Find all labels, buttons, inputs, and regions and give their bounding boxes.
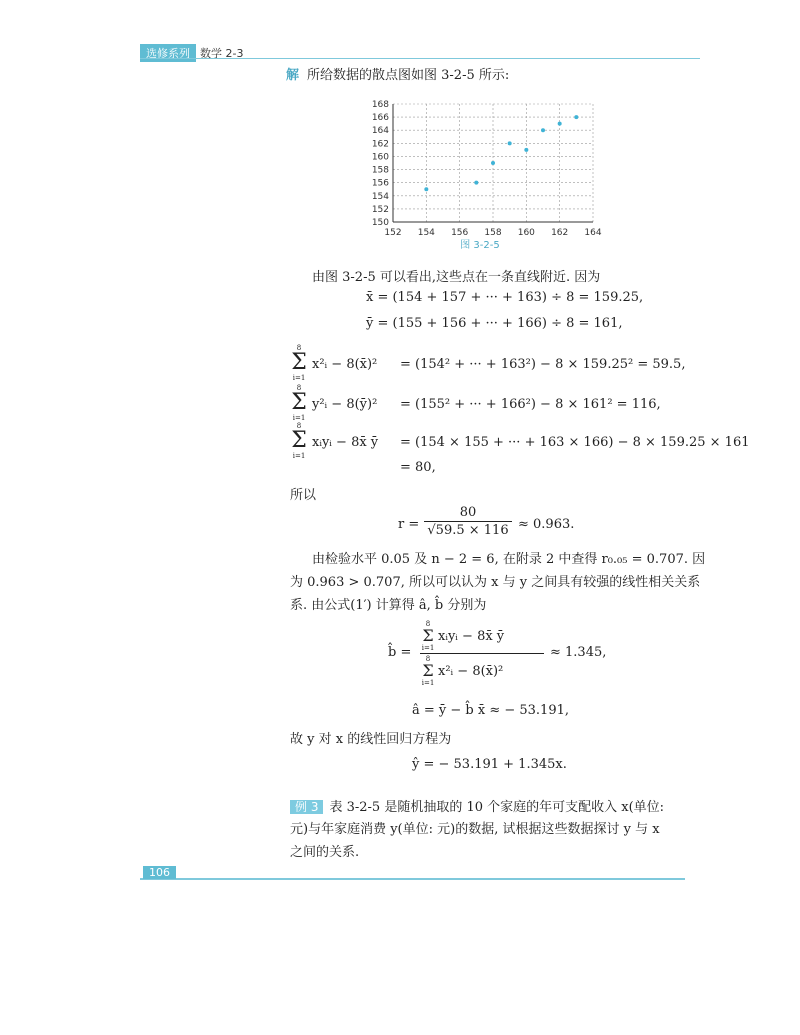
sum-b-den — [420, 655, 436, 687]
sum-top: 8 — [425, 620, 431, 628]
intro-text: 所给数据的散点图如图 3-2-5 所示: — [307, 68, 510, 83]
subject-label: 数学 2-3 — [200, 47, 244, 60]
data-point — [491, 161, 495, 165]
eq-syy-rhs: = (155² + ··· + 166²) − 8 × 161² = 116, — [400, 397, 661, 412]
sum-b-num — [420, 620, 436, 652]
b-numerator-row — [420, 620, 544, 652]
eq-sxy-rhs: = (154 × 155 + ··· + 163 × 166) − 8 × 159.25 × 161 — [400, 435, 750, 450]
paragraph-3c: 系. 由公式(1′) 计算得 â, b̂ 分别为 — [290, 598, 487, 613]
b-rhs: ≈ 1.345, — [550, 645, 607, 660]
intro-line — [286, 66, 509, 86]
x-tick-label: 160 — [517, 228, 535, 238]
sum-bottom: i=1 — [292, 414, 306, 422]
b-fraction — [420, 620, 544, 687]
data-point — [508, 141, 512, 145]
sum-bottom: i=1 — [421, 644, 435, 652]
r-numerator: 80 — [459, 505, 477, 520]
header-rule — [140, 58, 700, 59]
y-tick-label: 150 — [371, 218, 389, 228]
paragraph-4: 故 y 对 x 的线性回归方程为 — [290, 732, 452, 747]
y-tick-label: 164 — [371, 126, 389, 137]
y-tick-label: 166 — [371, 113, 389, 124]
eq-sxx-term: x²ᵢ − 8(x̄)² — [312, 357, 378, 372]
r-lhs: r = — [398, 517, 420, 532]
example-text-1: 表 3-2-5 是随机抽取的 10 个家庭的年可支配收入 x(单位: — [329, 800, 665, 815]
r-denominator: √59.5 × 116 — [427, 523, 509, 538]
r-fraction — [424, 505, 512, 538]
sum-top: 8 — [296, 344, 302, 352]
data-point — [424, 187, 428, 191]
sum-sxx — [290, 344, 308, 382]
fraction-bar — [424, 521, 512, 522]
y-tick-label: 162 — [371, 139, 389, 150]
sigma-symbol: Σ — [291, 428, 307, 453]
sigma-symbol: Σ — [422, 661, 434, 680]
footer-rule — [140, 878, 685, 880]
solution-label: 解 — [286, 68, 300, 83]
page-number: 106 — [143, 866, 176, 879]
y-tick-label: 154 — [371, 191, 389, 202]
y-tick-label: 160 — [371, 152, 389, 163]
y-tick-label: 152 — [371, 204, 389, 215]
eq-ybar: ȳ = (155 + 156 + ··· + 166) ÷ 8 = 161, — [366, 316, 623, 331]
scatter-chart — [355, 96, 605, 256]
b-denominator-row — [420, 655, 544, 687]
eq-xbar: x̄ = (154 + 157 + ··· + 163) ÷ 8 = 159.25, — [366, 290, 644, 305]
sigma-symbol: Σ — [291, 390, 307, 415]
x-tick-label: 152 — [384, 228, 402, 238]
eq-sxy-term: xᵢyᵢ − 8x̄ ȳ — [312, 435, 379, 450]
sigma-symbol: Σ — [291, 350, 307, 375]
x-tick-label: 164 — [584, 228, 602, 238]
eq-a-hat: â = ȳ − b̂ x̄ ≈ − 53.191, — [412, 703, 569, 718]
data-point — [574, 115, 578, 119]
example-label: 例 3 — [290, 800, 323, 814]
sum-bottom: i=1 — [292, 374, 306, 382]
data-point — [474, 181, 478, 185]
example-line-1 — [290, 797, 664, 818]
eq-sxy-rhs2: = 80, — [400, 460, 436, 475]
sum-top: 8 — [425, 655, 431, 663]
sum-bottom: i=1 — [421, 679, 435, 687]
y-tick-label: 158 — [371, 165, 389, 176]
x-tick-label: 154 — [417, 228, 435, 238]
b-denominator: x²ᵢ − 8(x̄)² — [438, 663, 504, 679]
sigma-symbol: Σ — [422, 626, 434, 645]
regression-equation: ŷ = − 53.191 + 1.345x. — [412, 757, 567, 772]
chart-tick-labels — [372, 100, 602, 238]
data-point — [541, 128, 545, 132]
series-tag: 选修系列 — [140, 44, 196, 62]
eq-syy-term: y²ᵢ − 8(ȳ)² — [312, 397, 378, 412]
eq-sxx-rhs: = (154² + ··· + 163²) − 8 × 159.25² = 59.5, — [400, 357, 686, 372]
sum-syy — [290, 384, 308, 422]
sum-top: 8 — [296, 384, 302, 392]
y-tick-label: 168 — [371, 100, 389, 110]
paragraph-1: 由图 3-2-5 可以看出,这些点在一条直线附近. 因为 — [312, 270, 601, 285]
sum-bottom: i=1 — [292, 452, 306, 460]
data-point — [524, 148, 528, 152]
b-lhs: b̂ = — [388, 645, 412, 660]
y-tick-label: 156 — [371, 178, 389, 189]
sum-sxy — [290, 422, 308, 460]
paragraph-3a: 由检验水平 0.05 及 n − 2 = 6, 在附录 2 中查得 r₀.₀₅ = 0.707. 因 — [312, 552, 706, 567]
example-line-2: 元)与年家庭消费 y(单位: 元)的数据, 试根据这些数据探讨 y 与 x — [290, 822, 660, 837]
example-line-3: 之间的关系. — [290, 845, 360, 860]
b-numerator: xᵢyᵢ − 8x̄ ȳ — [438, 628, 505, 644]
header — [140, 44, 243, 62]
sum-top: 8 — [296, 422, 302, 430]
chart-caption: 图 3-2-5 — [460, 240, 500, 251]
r-rhs: ≈ 0.963. — [518, 517, 575, 532]
data-point — [558, 122, 562, 126]
x-tick-label: 158 — [484, 228, 502, 238]
chart-points — [424, 115, 578, 191]
paragraph-3b: 为 0.963 > 0.707, 所以可以认为 x 与 y 之间具有较强的线性相关关系 — [290, 575, 701, 590]
fraction-bar — [420, 653, 544, 654]
x-tick-label: 156 — [451, 228, 469, 238]
x-tick-label: 162 — [551, 228, 569, 238]
paragraph-2: 所以 — [290, 488, 317, 503]
